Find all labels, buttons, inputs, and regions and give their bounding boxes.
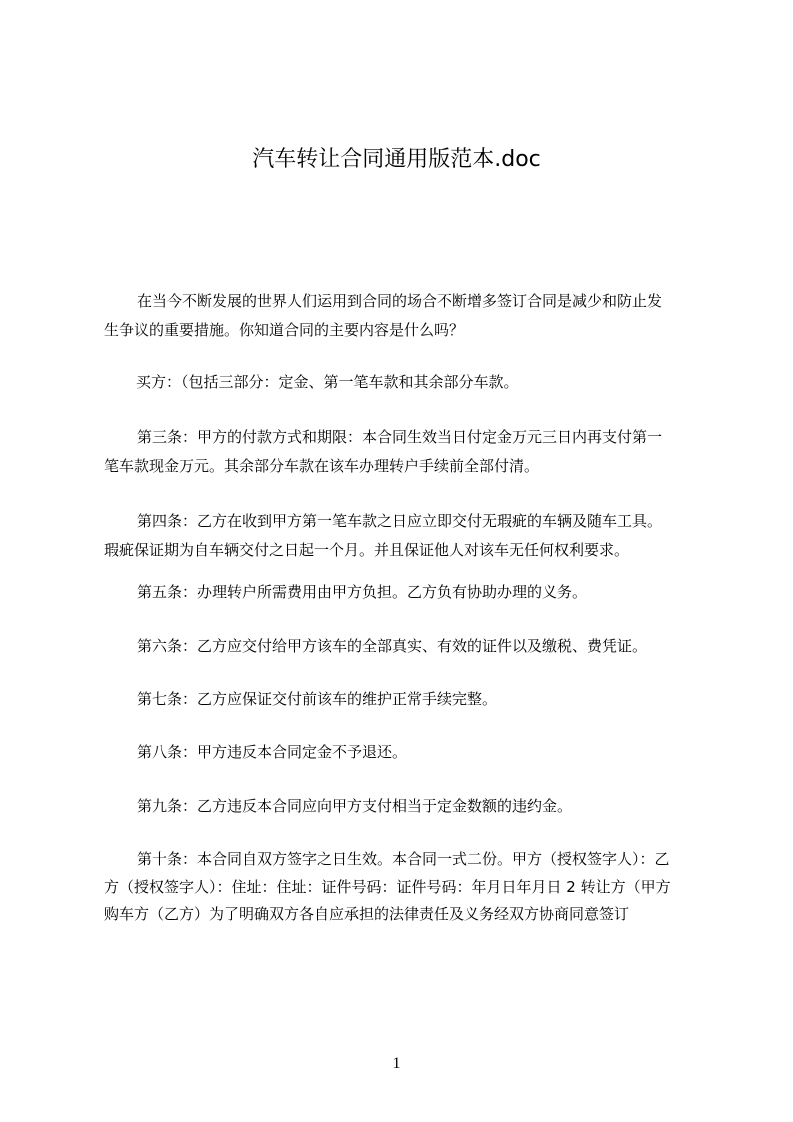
- text-line: 第五条：办理转户所需费用由甲方负担。乙方负有协助办理的义务。: [137, 583, 588, 601]
- paragraph-intro: [104, 287, 714, 345]
- text-line: 买方：（包括三部分：定金、第一笔车款和其余部分车款。: [136, 373, 519, 391]
- text-line: 在当今不断发展的世界人们运用到合同的场合不断增多签订合同是减少和防止发: [137, 292, 663, 310]
- text-line: 笔车款现金万元。其余部分车款在该车办理转户手续前全部付清。: [104, 457, 540, 475]
- paragraph-article-9: [104, 792, 714, 821]
- page-number: 1: [392, 1055, 401, 1072]
- text-line: 第七条：乙方应保证交付前该车的维护正常手续完整。: [137, 690, 498, 708]
- text-line: 第六条：乙方应交付给甲方该车的全部真实、有效的证件以及缴税、费凭证。: [137, 637, 648, 655]
- paragraph-article-7: [104, 685, 714, 714]
- paragraph-article-10: [104, 846, 714, 929]
- text-line: 第十条：本合同自双方签字之日生效。本合同一式二份。甲方（授权签字人）：乙: [137, 850, 670, 868]
- document-title: 汽车转让合同通用版范本.doc: [252, 147, 541, 172]
- text-line: 第三条：甲方的付款方式和期限：本合同生效当日付定金万元三日内再支付第一: [137, 428, 663, 446]
- paragraph-buyer: [104, 368, 714, 397]
- text-line: 生争议的重要措施。你知道合同的主要内容是什么吗？: [104, 321, 465, 339]
- paragraph-article-4: [104, 507, 714, 565]
- paragraph-article-5: [104, 578, 714, 607]
- text-line: 第八条：甲方违反本合同定金不予退还。: [137, 743, 408, 761]
- text-line: 瑕疵保证期为自车辆交付之日起一个月。并且保证他人对该车无任何权利要求。: [104, 541, 630, 559]
- paragraph-article-6: [104, 632, 714, 661]
- paragraph-article-8: [104, 738, 714, 767]
- text-line: 第九条：乙方违反本合同应向甲方支付相当于定金数额的违约金。: [137, 797, 573, 815]
- paragraph-article-3: [104, 423, 714, 481]
- text-line: 方（授权签字人）：住址：住址：证件号码：证件号码：年月日年月日 2 转让方（甲方: [104, 877, 671, 896]
- text-line: 第四条：乙方在收到甲方第一笔车款之日应立即交付无瑕疵的车辆及随车工具。: [137, 512, 663, 530]
- text-line: 购车方（乙方）为了明确双方各自应承担的法律责任及义务经双方协商同意签订: [104, 905, 630, 923]
